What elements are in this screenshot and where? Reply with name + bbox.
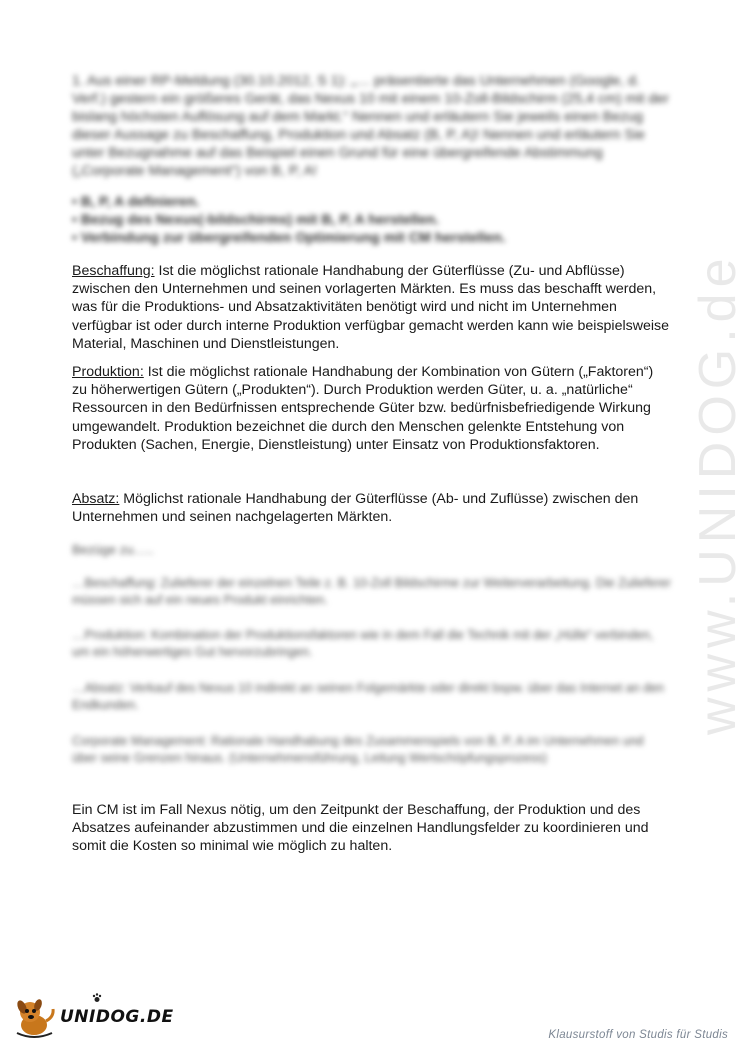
definition-produktion: Ist die möglichst rationale Handhabung der Kombination von Gütern („Faktoren“) zu höherwertigen Gütern („Produkten“). Durch Produktion werden Güter, u. a. „natürliche“ Ressourcen in den Bedürfnissen entsprechende Güter bzw. bedürfnisbefriedigende Wirkung umgewandelt. Produktion bezeichnet die durch den Menschen gelenkte Entstehung von Produkten (Sachen, Energie, Dienstleistung) unter Einsatz von Produktionsfaktoren. <box>72 364 654 453</box>
reference-item: …Produktion: Kombination der Produktionsfaktoren wie in dem Fall die Technik mit der „Hülle“ verbinden, um ein höherwertiges Gut hervorzubringen. <box>72 628 654 659</box>
section-produktion <box>72 363 672 454</box>
unidog-logo <box>12 995 174 1040</box>
logo-wordmark: UNIDOG.DE <box>60 1007 174 1027</box>
bullet-item: • B, P, A definieren. <box>72 194 200 210</box>
section-absatz <box>72 490 672 526</box>
section-beschaffung <box>72 262 672 353</box>
reference-item: …Beschaffung: Zulieferer der einzelnen Teile z. B. 10-Zoll Bildschirme zur Weiterverarbeitung. Die Zulieferer müssen sich auf ein neues Produkt einrichten. <box>72 576 671 607</box>
definition-beschaffung: Ist die möglichst rationale Handhabung der Güterflüsse (Zu- und Abflüsse) zwischen den Unternehmen und seinen vorlagerten Märkten. Es muss das beschafft werden, was für die Produktions- und Absatzaktivitäten benötigt wird und nicht im Unternehmen verfügbar ist oder durch interne Produktion verfügbar gemacht werden kann wie beispielsweise Material, Maschinen und Dienstleistungen. <box>72 263 669 352</box>
watermark: www.UNIDOG.de <box>689 252 747 735</box>
paw-icon <box>92 993 102 1003</box>
question-text: 1. Aus einer RP-Meldung (30.10.2012, S 1): „… präsentierte das Unternehmen (Google, d. Verf.) gestern ein größeres Gerät, das Nexus 10 mit einem 10-Zoll-Bildschirm (25,4 cm) mit der bislang höchsten Auflösung auf dem Markt.“ Nennen und erläutern Sie jeweils einen Bezug dieser Aussage zu Beschaffung, Produktion und Absatz (B, P, A)! Nennen und erläutern Sie unter Bezugnahme auf das Beispiel einen Grund für eine übergreifende Abstimmung („Corporate Management“) von B, P, A! <box>72 73 669 179</box>
term-produktion: Produktion: <box>72 364 144 380</box>
dog-mascot-icon <box>12 995 58 1040</box>
term-beschaffung: Beschaffung: <box>72 263 155 279</box>
term-absatz: Absatz: <box>72 491 120 507</box>
conclusion-text: Ein CM ist im Fall Nexus nötig, um den Zeitpunkt der Beschaffung, der Produktion und des Absatzes aufeinander abzustimmen und die einzelnen Handlungsfelder zu koordinieren und somit die Kosten so minimal wie möglich zu halten. <box>72 802 649 855</box>
bullet-item: • Bezug des Nexus(-bildschirms) mit B, P, A herstellen. <box>72 212 440 228</box>
definition-absatz: Möglichst rationale Handhabung der Güterflüsse (Ab- und Zuflüsse) zwischen den Unternehmen und seinen nachgelagerten Märkten. <box>72 491 639 526</box>
references-heading: Bezüge zu….. <box>72 542 154 557</box>
reference-item: …Absatz: Verkauf des Nexus 10 indirekt an seinen Folgemärkte oder direkt bspw. über das Internet an den Endkunden. <box>72 681 665 712</box>
footer-tagline: Klausurstoff von Studis für Studis <box>548 1029 728 1041</box>
task-bullet-list <box>72 193 672 247</box>
bullet-item: • Verbindung zur übergreifenden Optimierung mit CM herstellen. <box>72 230 506 246</box>
reference-item: Corporate Management: Rationale Handhabung des Zusammenspiels von B, P, A im Unternehmen und über seine Grenzen hinaus. (Unternehmensführung, Leitung Wertschöpfungsprozess) <box>72 734 644 765</box>
